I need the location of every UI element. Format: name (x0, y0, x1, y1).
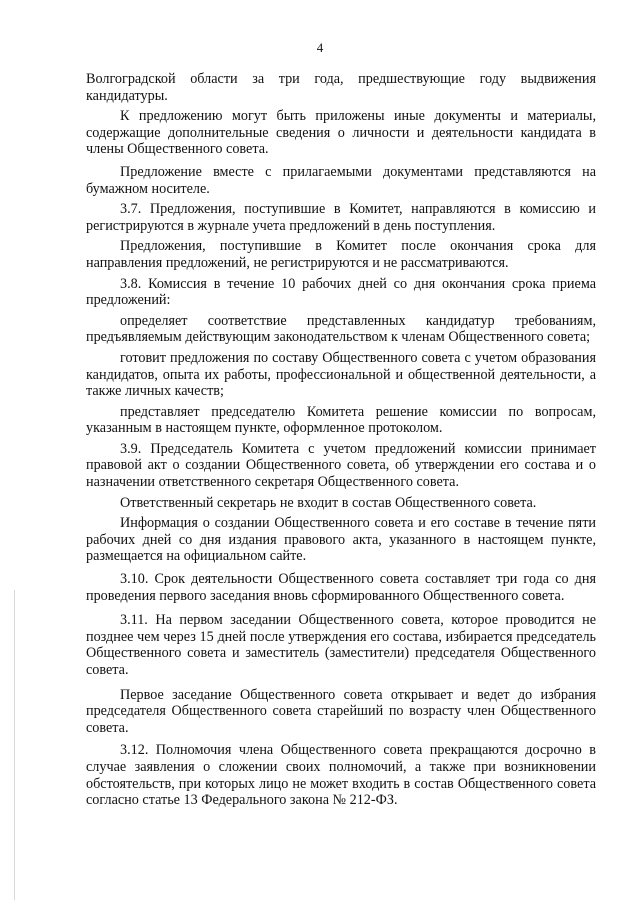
paragraph-list-item: определяет соответствие представленных кандидатур требованиям, предъявляемым действующим законодательством к членам Общественного совета; (86, 312, 596, 346)
paragraph-clause-3-8: 3.8. Комиссия в течение 10 рабочих дней со дня окончания срока приема предложений: (86, 275, 596, 309)
paragraph-list-item: представляет председателю Комитета решение комиссии по вопросам, указанным в настоящем пункте, оформленное протоколом. (86, 403, 596, 437)
paragraph-clause-3-10: 3.10. Срок деятельности Общественного совета составляет три года со дня проведения первого заседания вновь сформированного Общественного совета. (86, 571, 596, 604)
paragraph: Первое заседание Общественного совета открывает и ведет до избрания председателя Общественного совета старейший по возрасту член Общественного совета. (86, 686, 596, 736)
paragraph: Информация о создании Общественного совета и его составе в течение пяти рабочих дней со дня издания правового акта, указанного в настоящем пункте, размещается на официальном сайте. (86, 515, 596, 565)
paragraph-continuation: Волгоградской области за три года, предшествующие году выдвижения кандидатуры. (86, 71, 596, 104)
paragraph: Ответственный секретарь не входит в состав Общественного совета. (120, 494, 537, 511)
page-number: 4 (316, 40, 324, 55)
paragraph-clause-3-7: 3.7. Предложения, поступившие в Комитет, направляются в комиссию и регистрируются в журнале учета предложений в день поступления. (86, 201, 596, 234)
paragraph-list-item: готовит предложения по составу Общественного совета с учетом образования кандидатов, опыта их работы, профессиональной и общественной деятельности, а также личных качеств; (86, 349, 596, 400)
paragraph-clause-3-12: 3.12. Полномочия члена Общественного совета прекращаются досрочно в случае заявления о сложении своих полномочий, а также при возникновении обстоятельств, при которых лицо не может входить в состав Общественного совета согласно статье 13 Федерального закона № 212-ФЗ. (86, 742, 596, 809)
paragraph: Предложения, поступившие в Комитет после окончания срока для направления предложений, не регистрируются и не рассматриваются. (86, 238, 596, 271)
scan-edge-line (14, 590, 15, 900)
document-body (86, 71, 596, 809)
paragraph: К предложению могут быть приложены иные документы и материалы, содержащие дополнительные сведения о личности и деятельности кандидата в члены Общественного совета. (86, 108, 596, 158)
paragraph-clause-3-11: 3.11. На первом заседании Общественного совета, которое проводится не позднее чем через 15 дней после утверждения его состава, избирается председатель Общественного совета и заместитель (заместители) председателя Общественного совета. (86, 612, 596, 678)
paragraph: Предложение вместе с прилагаемыми документами представляются на бумажном носителе. (86, 163, 596, 197)
paragraph-clause-3-9: 3.9. Председатель Комитета с учетом предложений комиссии принимает правовой акт о создании Общественного совета, об утверждении его состава и о назначении ответственного секретаря Общественного совета. (86, 440, 596, 491)
